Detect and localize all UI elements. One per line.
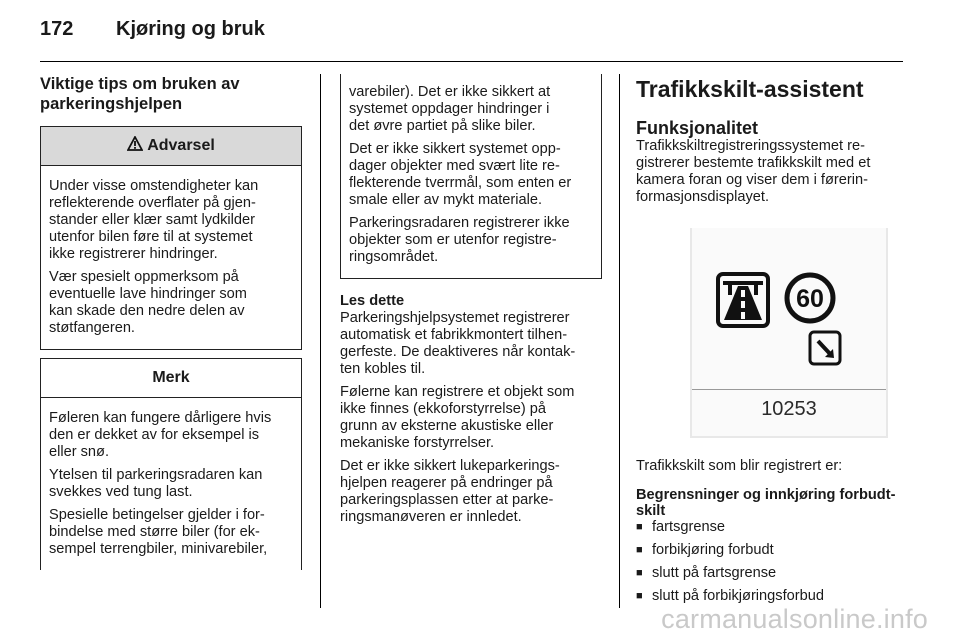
diagonal-arrow-icon	[810, 332, 840, 364]
header-divider	[40, 61, 903, 62]
motorway-sign-icon	[718, 274, 768, 326]
display-figure	[690, 228, 888, 438]
note-title: Merk	[152, 369, 190, 386]
note-header	[41, 359, 301, 398]
column-divider-1	[320, 74, 321, 608]
square-bullet-icon: ■	[636, 521, 643, 533]
square-bullet-icon: ■	[636, 590, 643, 602]
note-box-continued	[340, 74, 602, 279]
body-paragraph: Parkeringshjelpsystemet registrerer automatisk et fabrikkmontert tilhen- gerfeste. De deaktiveres når kontak- ten kobles til.	[340, 310, 576, 377]
note-paragraph: varebiler). Det er ikke sikkert at systemet oppdager hindringer i det øvre partiet på slike biler.	[349, 84, 551, 134]
info-display	[692, 228, 886, 436]
speed-limit-value: 60	[796, 285, 824, 313]
note-paragraph: Ytelsen til parkeringsradaren kan svekkes ved tung last.	[49, 467, 263, 500]
list-item: ■ fartsgrense	[636, 519, 726, 535]
figure-number: 10253	[761, 398, 817, 420]
list-item: ■ forbikjøring forbudt	[636, 542, 774, 558]
note-box	[40, 358, 302, 570]
list-item: ■ slutt på forbikjøringsforbud	[636, 588, 824, 604]
note-paragraph: Det er ikke sikkert systemet opp- dager objekter med svært lite re- flekterende tverrmål, som enten er smale eller av mykt materiale.	[349, 141, 572, 208]
warning-body	[41, 166, 301, 349]
warning-header	[41, 127, 301, 166]
column-1	[40, 74, 302, 570]
square-bullet-icon: ■	[636, 567, 643, 579]
warning-box	[40, 126, 302, 350]
warning-paragraph: Under visse omstendigheter kan reflekterende overflater på gjen- stander eller klær samt lydkilder utenfor bilen føre til at systemet ikke registrerer hindringer.	[49, 178, 259, 262]
square-bullet-icon: ■	[636, 544, 643, 556]
list-item: ■ slutt på fartsgrense	[636, 565, 777, 581]
section-title: Trafikkskilt-assistent	[636, 76, 864, 102]
column-2	[340, 74, 602, 532]
warning-title: Advarsel	[147, 137, 215, 154]
subsection-title: Funksjonalitet	[636, 118, 759, 138]
note-paragraph: Parkeringsradaren registrerer ikke objekter som er utenfor registre- ringsområdet.	[349, 215, 570, 265]
body-paragraph: Det er ikke sikkert lukeparkerings- hjelpen reagerer på endringer på parkeringsplassen etter at parke- ringsmanøveren er innledet.	[340, 458, 560, 525]
note-paragraph: Føleren kan fungere dårligere hvis den er dekket av for eksempel is eller snø.	[49, 410, 272, 460]
les-dette-title: Les dette	[340, 293, 405, 309]
speed-limit-sign-icon	[787, 275, 833, 321]
warning-paragraph: Vær spesielt oppmerksom på eventuelle lave hindringer som kan skade den nedre delen av støtfangeren.	[49, 269, 247, 336]
warning-triangle-icon	[127, 136, 143, 156]
watermark: carmanualsonline.info	[661, 604, 928, 634]
intro-text: Trafikkskiltregistreringssystemet re- gistrerer bestemte trafikkskilt med et kamera foran og viser dem i førerin- formasjonsdisplayet.	[636, 138, 871, 205]
les-dette-body	[340, 310, 602, 526]
section-title: Viktige tips om bruken av parkeringshjelpen	[40, 75, 240, 113]
body-paragraph: Følerne kan registrere et objekt som ikke finnes (ekkoforstyrrelse) på grunn av eksterne akustiske eller mekaniske forstyrrelser.	[340, 384, 575, 451]
note-paragraph: Spesielle betingelser gjelder i for- bindelse med større biler (for ek- sempel terrengbiler, minivarebiler,	[49, 507, 268, 557]
page-header	[40, 18, 265, 48]
chapter-title: Kjøring og bruk	[116, 18, 265, 40]
column-3	[636, 74, 902, 611]
column-divider-2	[619, 74, 620, 608]
note-body	[41, 398, 301, 570]
category-title: Begrensninger og innkjøring forbudt- skilt	[636, 487, 896, 519]
page-number: 172	[40, 18, 74, 40]
bullet-list	[636, 519, 902, 605]
registered-intro: Trafikkskilt som blir registrert er:	[636, 458, 843, 474]
